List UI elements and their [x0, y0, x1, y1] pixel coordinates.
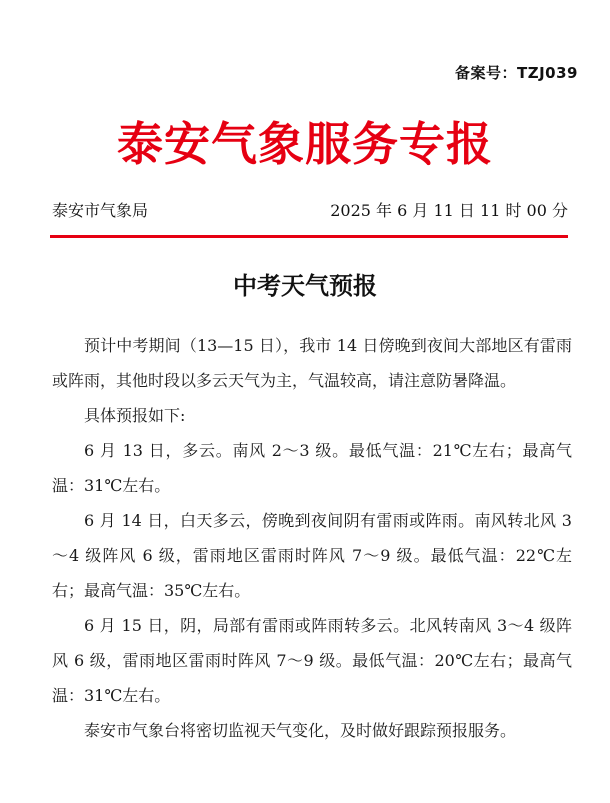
document-body [52, 328, 572, 748]
paragraph-intro: 预计中考期间（13—15 日），我市 14 日傍晚到夜间大部地区有雷雨或阵雨，其他时段以多云天气为主，气温较高，请注意防暑降温。 [52, 336, 572, 390]
red-divider [50, 235, 568, 238]
issuer-label: 泰安市气象局 [52, 201, 149, 220]
document-title: 中考天气预报 [233, 271, 377, 300]
paragraph-closing: 泰安市气象台将密切监视天气变化，及时做好跟踪预报服务。 [84, 721, 517, 740]
issue-time: 2025 年 6 月 11 日 11 时 00 分 [330, 201, 568, 220]
record-number: 备案号：TZJ039 [454, 64, 578, 82]
paragraph-day-13: 6 月 13 日，多云。南风 2～3 级。最低气温：21℃左右；最高气温：31℃左右。 [52, 441, 572, 495]
paragraph-day-14: 6 月 14 日，白天多云，傍晚到夜间阴有雷雨或阵雨。南风转北风 3～4 级阵风 6 级，雷雨地区雷雨时阵风 7～9 级。最低气温：22℃左右；最高气温：35℃左右。 [52, 511, 572, 600]
meta-row [52, 198, 568, 221]
paragraph-forecast-heading: 具体预报如下: [84, 406, 186, 425]
banner-title: 泰安气象服务专报 [117, 117, 493, 171]
paragraph-day-15: 6 月 15 日，阴，局部有雷雨或阵雨转多云。北风转南风 3～4 级阵风 6 级，雷雨地区雷雨时阵风 7～9 级。最低气温：20℃左右；最高气温：31℃左右。 [52, 616, 572, 705]
